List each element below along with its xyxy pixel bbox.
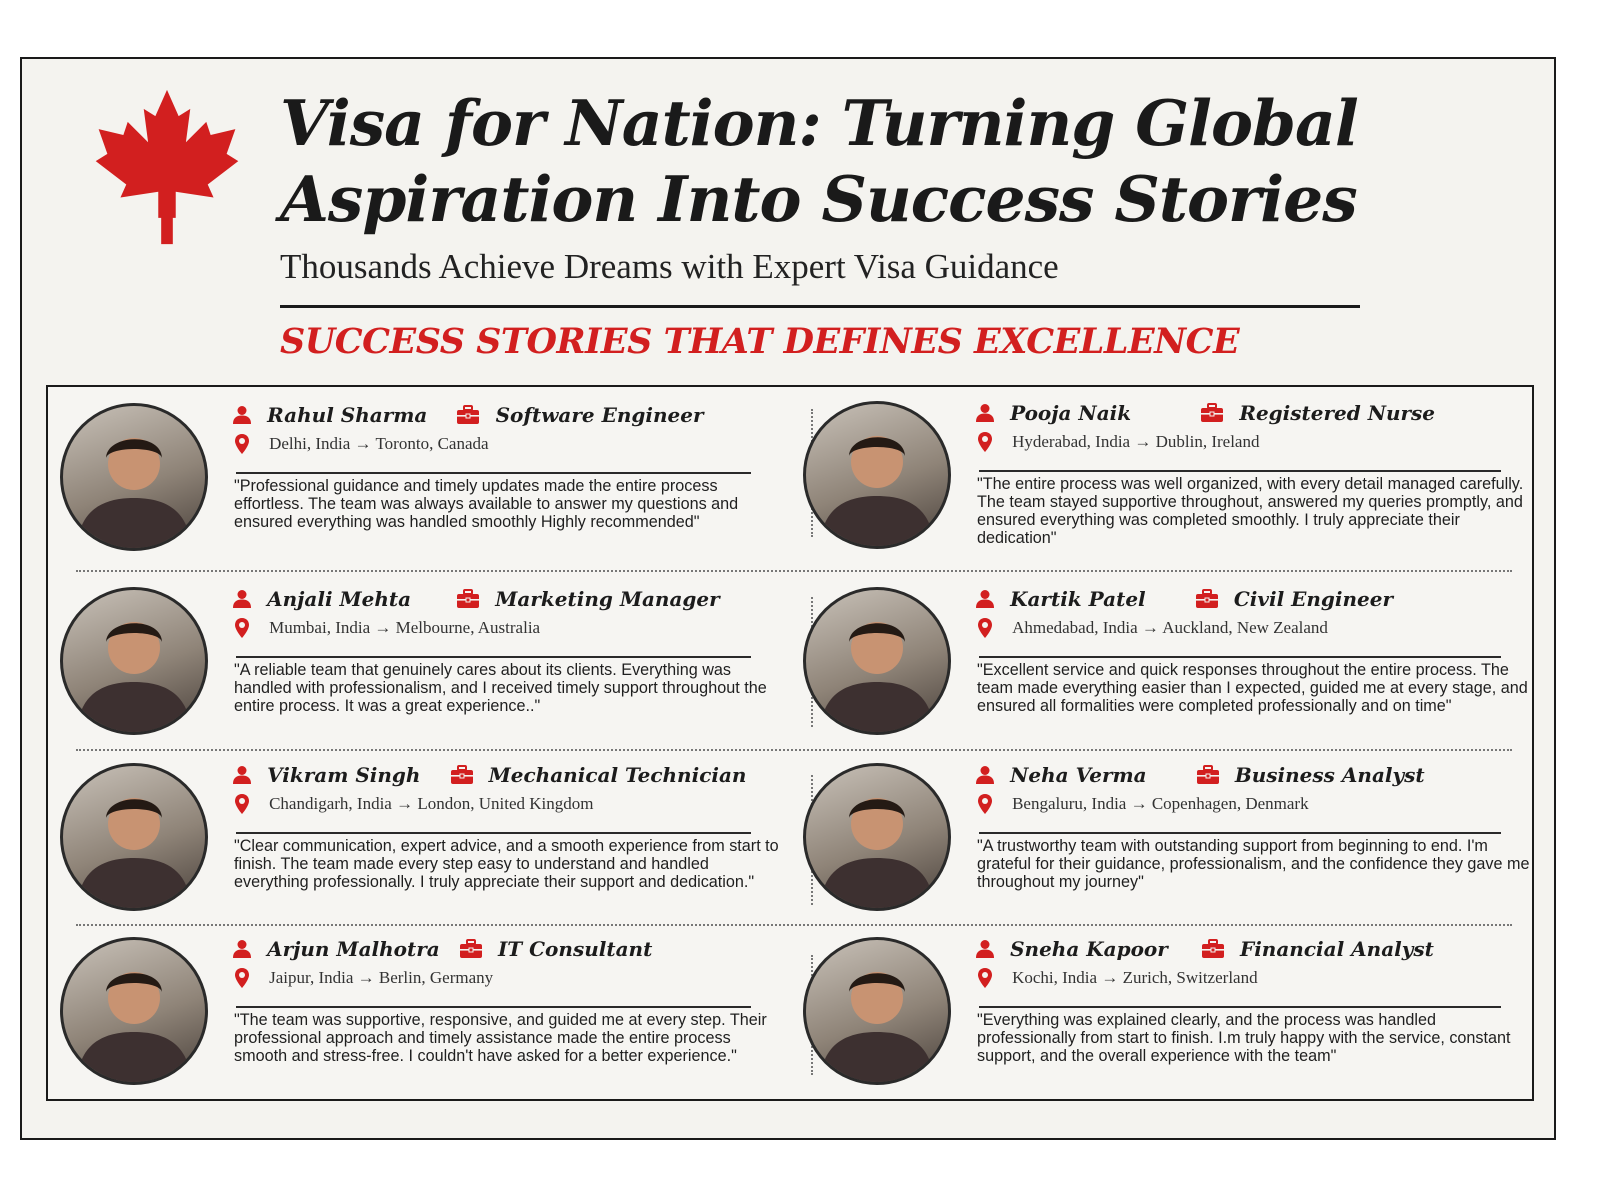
maple-leaf-icon xyxy=(92,87,242,247)
job-title: Mechanical Technician xyxy=(488,763,747,787)
testimonial-card xyxy=(803,937,1528,1102)
avatar xyxy=(60,403,208,551)
quote-divider xyxy=(979,470,1501,472)
avatar xyxy=(60,587,208,735)
quote: "Clear communication, expert advice, and a smooth experience from start to finish. The team made every step easy to understand and handled everything professionally. I truly appreciate their support and dedication." xyxy=(234,837,779,891)
person-name: Kartik Patel xyxy=(1010,587,1146,611)
header-divider xyxy=(280,305,1360,308)
testimonial-card xyxy=(60,763,785,928)
testimonial-grid xyxy=(46,385,1534,1101)
title-line-1: Visa for Nation: Turning Global xyxy=(280,86,1358,160)
person-name: Anjali Mehta xyxy=(267,587,412,611)
testimonial-card xyxy=(803,401,1528,566)
person-name: Rahul Sharma xyxy=(267,403,428,427)
person-icon xyxy=(975,765,995,785)
avatar xyxy=(803,763,951,911)
briefcase-icon xyxy=(456,405,480,425)
route: Ahmedabad, India → Auckland, New Zealand xyxy=(1012,618,1328,637)
page-subtitle: Thousands Achieve Dreams with Expert Visa Guidance xyxy=(280,247,1059,286)
person-name: Vikram Singh xyxy=(267,763,421,787)
avatar xyxy=(803,937,951,1085)
quote: "Excellent service and quick responses throughout the entire process. The team made everything easier than I expected, guided me at every stage, and ensured all formalities were completed professionally and on time" xyxy=(977,661,1528,715)
testimonial-card xyxy=(60,403,785,568)
avatar xyxy=(803,587,951,735)
quote-divider xyxy=(979,656,1501,658)
route: Delhi, India → Toronto, Canada xyxy=(269,434,489,453)
location-pin-icon xyxy=(234,617,250,639)
person-icon xyxy=(975,939,995,959)
testimonial-card xyxy=(60,937,785,1102)
job-title: Registered Nurse xyxy=(1239,401,1436,425)
quote-divider xyxy=(236,472,751,474)
testimonial-card xyxy=(803,763,1528,928)
location-pin-icon xyxy=(977,617,993,639)
route: Chandigarh, India → London, United Kingdom xyxy=(269,794,594,813)
quote-divider xyxy=(236,1006,751,1008)
quote: "Professional guidance and timely updates made the entire process effortless. The team was always available to answer my questions and ensured everything was handled smoothly Highly recommended" xyxy=(234,477,739,531)
avatar xyxy=(60,937,208,1085)
job-title: Civil Engineer xyxy=(1233,587,1394,611)
quote-divider xyxy=(236,656,751,658)
briefcase-icon xyxy=(1201,939,1225,959)
location-pin-icon xyxy=(977,967,993,989)
person-icon xyxy=(975,589,995,609)
row-divider xyxy=(76,570,1512,572)
location-pin-icon xyxy=(234,433,250,455)
briefcase-icon xyxy=(450,765,474,785)
route: Kochi, India → Zurich, Switzerland xyxy=(1012,968,1258,987)
person-name: Pooja Naik xyxy=(1010,401,1132,425)
briefcase-icon xyxy=(1200,403,1224,423)
person-icon xyxy=(975,403,995,423)
poster xyxy=(20,57,1556,1140)
person-icon xyxy=(232,765,252,785)
section-heading: SUCCESS STORIES THAT DEFINES EXCELLENCE xyxy=(280,321,1240,362)
job-title: Financial Analyst xyxy=(1240,937,1434,961)
job-title: IT Consultant xyxy=(497,937,653,961)
avatar xyxy=(803,401,951,549)
person-name: Sneha Kapoor xyxy=(1010,937,1168,961)
person-icon xyxy=(232,405,252,425)
route: Bengaluru, India → Copenhagen, Denmark xyxy=(1012,794,1309,813)
location-pin-icon xyxy=(977,431,993,453)
job-title: Business Analyst xyxy=(1234,763,1425,787)
briefcase-icon xyxy=(1196,765,1220,785)
person-icon xyxy=(232,589,252,609)
quote: "A reliable team that genuinely cares about its clients. Everything was handled with professionalism, and I received timely support throughout the entire process. It was a great experience.." xyxy=(234,661,767,715)
quote-divider xyxy=(979,1006,1501,1008)
briefcase-icon xyxy=(459,939,483,959)
quote: "A trustworthy team with outstanding support from beginning to end. I'm grateful for their guidance, professionalism, and the confidence they gave me throughout my journey" xyxy=(977,837,1530,891)
route: Hyderabad, India → Dublin, Ireland xyxy=(1012,432,1260,451)
avatar xyxy=(60,763,208,911)
route: Mumbai, India → Melbourne, Australia xyxy=(269,618,541,637)
briefcase-icon xyxy=(456,589,480,609)
location-pin-icon xyxy=(977,793,993,815)
person-name: Neha Verma xyxy=(1010,763,1147,787)
quote-divider xyxy=(236,832,751,834)
testimonial-card xyxy=(803,587,1528,752)
location-pin-icon xyxy=(234,793,250,815)
page-title xyxy=(280,85,1358,237)
testimonial-card xyxy=(60,587,785,752)
person-icon xyxy=(232,939,252,959)
quote: "The team was supportive, responsive, and guided me at every step. Their professional approach and timely assistance made the entire process smooth and stress-free. I couldn't have asked for a better experience." xyxy=(234,1011,767,1065)
title-line-2: Aspiration Into Success Stories xyxy=(280,162,1357,236)
route: Jaipur, India → Berlin, Germany xyxy=(269,968,494,987)
job-title: Software Engineer xyxy=(495,403,704,427)
quote: "Everything was explained clearly, and the process was handled professionally from start to finish. I.m truly happy with the service, constant support, and the overall experience with the team" xyxy=(977,1011,1511,1065)
quote-divider xyxy=(979,832,1501,834)
location-pin-icon xyxy=(234,967,250,989)
quote: "The entire process was well organized, with every detail managed carefully. The team stayed supportive throughout, answered my queries promptly, and ensured everything was completed smoothly. I truly appreciate their dedication" xyxy=(977,475,1524,547)
person-name: Arjun Malhotra xyxy=(267,937,440,961)
briefcase-icon xyxy=(1195,589,1219,609)
job-title: Marketing Manager xyxy=(495,587,720,611)
